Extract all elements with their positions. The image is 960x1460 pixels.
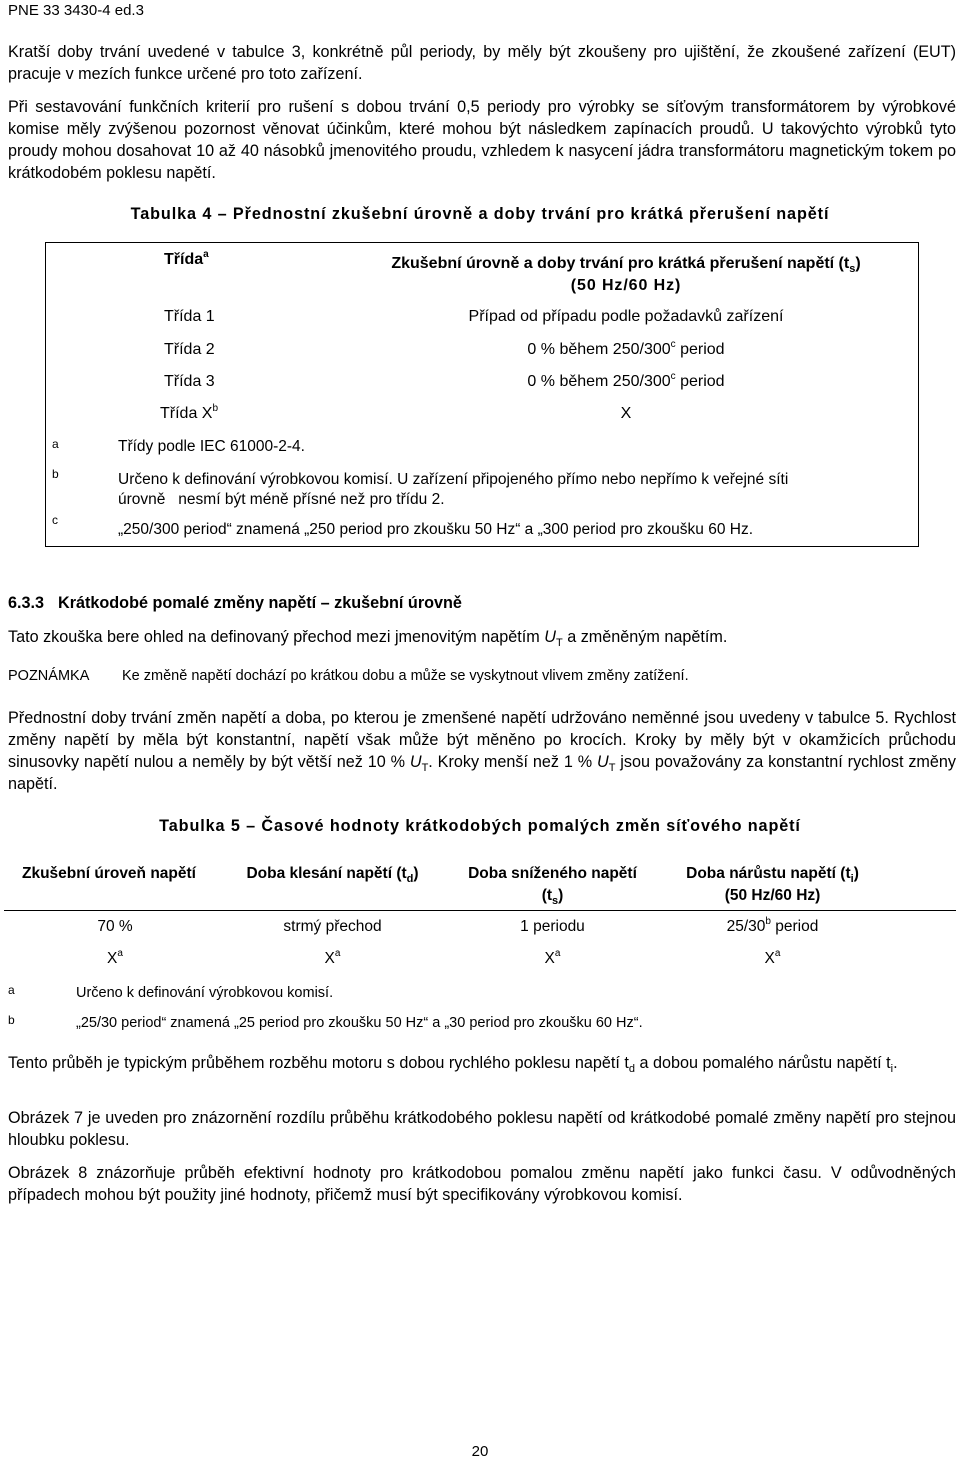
table-5-cell: 70 % <box>97 918 133 935</box>
footnote-text: Určeno k definování výrobkovou komisí. <box>76 985 334 1001</box>
table-5-header-reduced: Doba sníženého napětí $(t_s)$ <box>468 865 637 908</box>
footnote-text: Určeno k definování výrobkovou komisí. U zařízení připojeného přímo nebo nepřímo k veřejné síti úrovně nesmí být méně přísné než pro třídu 2. <box>118 471 789 508</box>
footnote-letter: c <box>52 513 58 527</box>
table-5-cell: $X^a$ <box>764 947 781 967</box>
table-4-row-value: 0 % během 250/300$^c$ period <box>527 338 725 358</box>
footnote-letter: b <box>52 467 59 481</box>
table-5-cell: strmý přechod <box>283 918 382 935</box>
table-4-row-class: Třída 2 <box>164 341 215 358</box>
footnote-letter: a <box>8 983 15 997</box>
footnote-text: „250/300 period“ znamená „250 period pro zkoušku 50 Hz“ a „300 period pro zkoušku 60 Hz. <box>118 521 754 538</box>
footnote-text: Třídy podle IEC 61000-2-4. <box>118 438 305 455</box>
footnote-letter: a <box>52 437 59 451</box>
table-5-header-decrease: Doba klesání napětí $(t_d)$ <box>246 865 419 886</box>
table-5-cell: $X^a$ <box>324 947 341 967</box>
table-4-row-class: Třída $X^b$ <box>160 402 219 422</box>
table-5-divider <box>4 910 956 911</box>
footnote-letter: b <box>8 1013 15 1027</box>
table-5-header-level: Zkušební úroveň napětí <box>22 865 196 882</box>
table-4-caption: Tabulka 4 – Přednostní zkušební úrovně a doby trvání pro krátká přerušení napětí <box>130 205 830 223</box>
document-header: PNE 33 3430-4 ed.3 <box>8 2 144 19</box>
table-4-row-class: Třída 1 <box>164 308 215 325</box>
paragraph-1: Kratší doby trvání uvedené v tabulce 3, konkrétně půl periody, by měly být zkoušeny pro ujištění, že zkoušené zařízení (EUT) pracuje v mezích funkce určené pro toto zařízení. <box>8 43 956 83</box>
table-4-header-class: Třída$^a$ <box>164 248 209 268</box>
table-5-cell: 25/30$^b$ period <box>726 915 819 935</box>
section-paragraph-2: Přednostní doby trvání změn napětí a doba, po kterou je zmenšené napětí udržováno neměnné jsou uvedeny v tabulce 5. Rychlost změny napětí by měla být konstantní, napětí však může být měněno po krocích. Kroky by měly být v okamžicích průchodu sinusovky napětí nulou a neměly by být větší než 10 % $U_T$. Kroky menší než 1 % $U_T$ jsou považovány za konstantní rychlost změny napětí. <box>8 709 957 793</box>
table-4-header-levels: Zkušební úrovně a doby trvání pro krátká přerušení napětí $(t_s)$ (50 Hz/60 Hz) <box>391 255 861 294</box>
footnote-text: „25/30 period“ znamená „25 period pro zkoušku 50 Hz“ a „30 period pro zkoušku 60 Hz“. <box>76 1015 643 1031</box>
closing-paragraph-2: Obrázek 7 je uveden pro znázornění rozdílu průběhu krátkodobého poklesu napětí od krátkodobé pomalé změny napětí pro stejnou hloubku poklesu. <box>8 1109 956 1149</box>
table-4-row-value: 0 % během 250/300$^c$ period <box>527 370 725 390</box>
table-5-cell: $X^a$ <box>107 947 123 967</box>
page-number: 20 <box>471 1443 489 1460</box>
table-5-cell: 1 periodu <box>520 918 585 935</box>
table-4-row-value: Případ od případu podle požadavků zařízení <box>468 308 784 325</box>
table-5-caption: Tabulka 5 – Časové hodnoty krátkodobých pomalých změn síťového napětí <box>159 817 801 835</box>
paragraph-2: Při sestavování funkčních kriterií pro rušení s dobou trvání 0,5 periody pro výrobky se síťovým transformátorem by výrobkové komise měly zvýšenou pozornost věnovat účinkům, které mohou být následkem zapínacích proudů. U takovýchto výrobků tyto proudy mohou dosahovat 10 až 40 násobků jmenovitého proudu, vzhledem k nasycení jádra transformátoru magnetickým tokem po krátkodobém poklesu napětí. <box>8 98 956 182</box>
table-5-header-increase: Doba nárůstu napětí $(t_i)$ (50 Hz/60 Hz) <box>686 865 859 904</box>
section-heading: 6.3.3 Krátkodobé pomalé změny napětí – zkušební úrovně <box>8 594 462 612</box>
closing-paragraph-3: Obrázek 8 znázorňuje průběh efektivní hodnoty pro krátkodobou pomalou změnu napětí jako funkci času. V odůvodněných případech mohou být použity jiné hodnoty, přičemž musí být specifikovány výrobkovou komisí. <box>8 1164 956 1204</box>
closing-paragraph-1: Tento průběh je typickým průběhem rozběhu motoru s dobou rychlého poklesu napětí $t_d$ a dobou pomalého nárůstu napětí $t_i$. <box>8 1054 898 1076</box>
note-label: POZNÁMKA <box>8 668 90 684</box>
table-4-row-class: Třída 3 <box>164 373 215 390</box>
section-paragraph-1: Tato zkouška bere ohled na definovaný přechod mezi jmenovitým napětím $U_T$ a změněným napětím. <box>8 628 728 650</box>
table-5-cell: $X^a$ <box>544 947 561 967</box>
note-text: Ke změně napětí dochází po krátkou dobu a může se vyskytnout vlivem změny zatížení. <box>122 668 689 684</box>
table-4-row-value: X <box>620 405 632 422</box>
